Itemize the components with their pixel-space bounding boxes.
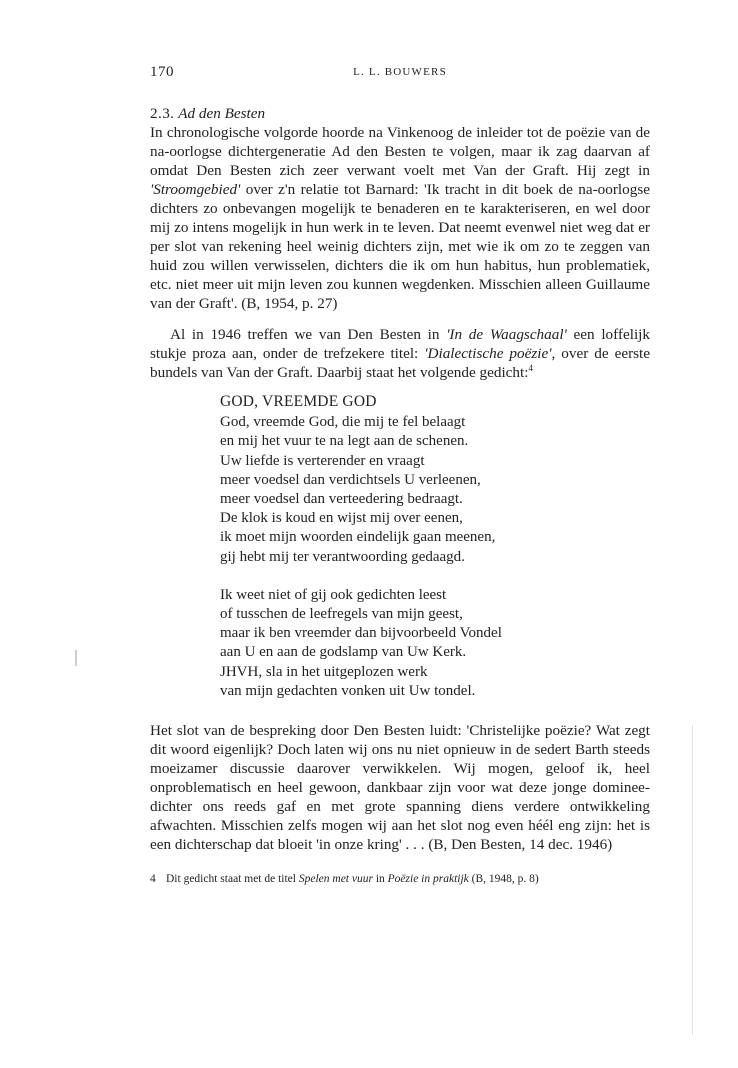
paragraph-3-text: Het slot van de bespreking door Den Besten luidt: 'Christelijke poëzie? Wat zegt dit woord eigenlijk? Doch laten wij ons nu niet opnieuw in de sedert Barth steeds moeizamer discussie daarover verwikkelen. Wij mogen, geloof ik, heel onproblematisch en heel gewoon, dankbaar zijn voor wat deze jonge dominee-dichter ons reeds gaf en met grote spanning diens verdere ontwikkeling afwachten. Misschien zelfs mogen wij aan het slot nog even héél eng zijn: het is een dichterschap dat bloeit 'in onze kring' . . . (B, Den Besten, 14 dec. 1946) [150,722,650,854]
poem-line: meer voedsel dan verteedering bedraagt. [220,491,463,508]
footnote-text: Dit gedicht staat met de titel [166,873,299,886]
page-edge-line [692,725,693,1035]
paragraph-2-text-2: een loffelijk stukje proza aan, onder de trefzekere titel: [150,326,650,362]
poem-line: van mijn gedachten vonken uit Uw tondel. [220,682,476,699]
poem-line: gij hebt mij ter verantwoording gedaagd. [220,548,465,565]
page-header [150,64,650,84]
scan-speck [75,650,77,666]
footnote-number: 4 [150,873,156,886]
footnote [150,872,650,886]
footnote-italic: Spelen met vuur [298,873,373,886]
poem-line: God, vreemde God, die mij te fel belaagt [220,414,466,431]
poem-line: De klok is koud en wijst mij over eenen, [220,510,463,527]
paragraph-2-text: Al in 1946 treffen we van Den Besten in [170,326,447,343]
page-body [150,104,650,886]
poem-line: meer voedsel dan verdichtsels U verleenen, [220,471,481,488]
section-title: Ad den Besten [178,105,266,122]
paragraph-3 [150,721,650,854]
paragraph-2-italic: 'In de Waagschaal' [446,326,567,343]
page-number: 170 [150,64,174,80]
poem-line: aan U en aan de godslamp van Uw Kerk. [220,644,467,661]
footnote-text-2: in [372,873,388,886]
poem-line: Uw liefde is verterender en vraagt [220,452,425,469]
section-heading [150,104,650,123]
poem-title: GOD, VREEMDE GOD [220,393,377,410]
paragraph-2-italic-2: 'Dialectische poëzie' [424,345,552,362]
poem-line: of tusschen de leefregels van mijn geest, [220,606,463,623]
poem-line: JHVH, sla in het uitgeplozen werk [220,663,428,680]
poem-stanza-2 [220,586,650,701]
poem-line: ik moet mijn woorden eindelijk gaan meenen, [220,529,496,546]
section-number: 2.3. [150,105,175,122]
footnote-text-3: (B, 1948, p. 8) [468,873,539,886]
paragraph-2 [150,325,650,382]
poem-line: maar ik ben vreemder dan bijvoorbeeld Vondel [220,625,502,642]
paragraph-2-text-3: , over de eerste bundels van Van der Graft. Daarbij staat het volgende gedicht: [150,345,650,381]
poem-stanza-1 [220,413,650,567]
poem-line: en mij het vuur te na legt aan de schenen. [220,433,469,450]
paragraph-1 [150,123,650,313]
paragraph-1-text-2: over z'n relatie tot Barnard: 'Ik tracht in dit boek de na-oorlogse dichters zo onbevangen mogelijk te benaderen en te karakteriseren, en wel door mij zo intens mogelijk in hun werk in te leven. Dat neemt evenwel niet weg dat er per slot van rekening heel weinig dichters zijn, met wie ik om zo te zeggen van huid zou willen verwisselen, dichters die ik om hun habitus, hun problematiek, etc. niet meer uit mijn leven zou kunnen wegdenken. Misschien alleen Guillaume van der Graft'. (B, 1954, p. 27) [150,181,650,312]
running-head: L. L. BOUWERS [353,66,447,78]
paragraph-1-text: In chronologische volgorde hoorde na Vinkenoog de inleider tot de poëzie van de na-oorlogse dichtergeneratie Ad den Besten te volgen, maar ik zag daarvan af omdat Den Besten zich zeer verwant voelt met Van der Graft. Hij zegt in [150,124,650,179]
footnote-reference: 4 [528,362,533,373]
poem [220,392,650,701]
poem-line: Ik weet niet of gij ook gedichten leest [220,586,447,603]
paragraph-1-italic: 'Stroomgebied' [150,181,241,198]
footnote-italic-2: Poëzie in praktijk [387,873,469,886]
